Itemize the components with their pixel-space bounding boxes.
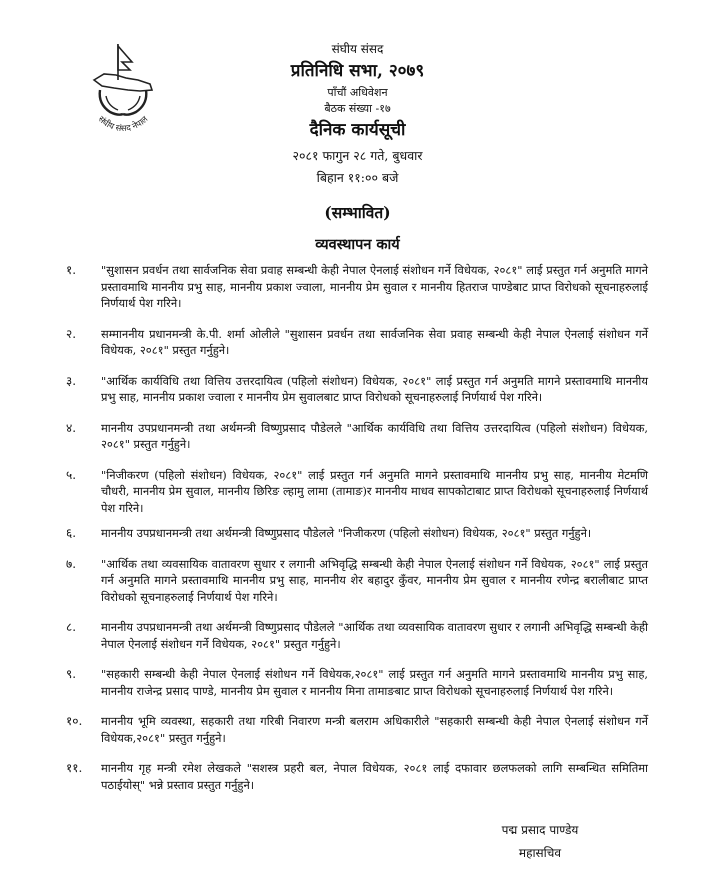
agenda-item-text: सम्माननीय प्रधानमन्त्री के.पी. शर्मा ओलीले "सुशासन प्रवर्धन तथा सार्वजनिक सेवा प्रवाह सम्बन्धी केही नेपाल ऐनलाई संशोधन गर्ने विधेयक, २०८१" प्रस्तुत गर्नुहुने। (101, 326, 648, 357)
agenda-item-text: "सुशासन प्रवर्धन तथा सार्वजनिक सेवा प्रवाह सम्बन्धी केही नेपाल ऐनलाई संशोधन गर्ने विधेयक, २०८१" लाई प्रस्तुत गर्न अनुमति मागने प्रस्तावमाथि माननीय प्रभु साह, माननीय प्रकाश ज्वाला, माननीय प्रेम सुवाल र माननीय हितराज पाण्डेबाट प्राप्त विरोधको सूचनाहरुलाई निर्णयार्थ पेश गरिने। (101, 263, 648, 310)
meeting-number: बैठक संख्या -१७ (324, 102, 391, 115)
meeting-time: बिहान ११:०० बजे (316, 170, 399, 185)
agenda-item (66, 713, 648, 746)
agenda-item-number: ६. (66, 526, 77, 540)
agenda-item (66, 467, 648, 517)
agenda-item (66, 619, 648, 652)
agenda-item-number: २. (66, 326, 77, 341)
signatory-designation: महासचिव (518, 846, 562, 860)
agenda-item-text: माननीय उपप्रधानमन्त्री तथा अर्थमन्त्री विष्णुप्रसाद पौडेलले "आर्थिक तथा व्यवसायिक वातावरण सुधार र लगानी अभिवृद्धि सम्बन्धी केही नेपाल ऐनलाई संशोधन गर्ने विधेयक, २०८१" प्रस्तुत गर्नुहुने। (101, 620, 648, 651)
signatory-name: पद्म प्रसाद पाण्डेय (501, 823, 579, 837)
agenda-item-number: ४. (66, 420, 77, 435)
agenda-item-text: "आर्थिक कार्यविधि तथा वित्तिय उत्तरदायित्व (पहिलो संशोधन) विधेयक, २०८१" लाई प्रस्तुत गर्न अनुमति मागने प्रस्तावमाथि माननीय प्रभु साह, माननीय प्रकाश ज्वाला र माननीय प्रेम सुवालबाट प्राप्त विरोधको सूचनाहरुलाई निर्णयार्थ पेश गरिने। (101, 373, 648, 404)
agenda-item-number: ९. (66, 667, 77, 681)
agenda-item-text: "आर्थिक तथा व्यवसायिक वातावरण सुधार र लगानी अभिवृद्धि सम्बन्धी केही नेपाल ऐनलाई संशोधन गर्ने विधेयक, २०८१" लाई प्रस्तुत गर्न अनुमति मागने प्रस्तावमाथि माननीय प्रभु साह, माननीय शेर बहादुर कुँवर, माननीय प्रेम सुवाल र माननीय रणेन्द्र बरालीबाट प्राप्त विरोधको सूचनाहरुलाई निर्णयार्थ पेश गरिने। (101, 556, 648, 604)
agenda-item-number: १. (66, 263, 77, 277)
agenda-item (66, 760, 648, 793)
agenda-item-text: माननीय उपप्रधानमन्त्री तथा अर्थमन्त्री विष्णुप्रसाद पौडेलले "निजीकरण (पहिलो संशोधन) विधेयक, २०८१" प्रस्तुत गर्नुहुने। (101, 526, 592, 540)
agenda-item-text: "सहकारी सम्बन्धी केही नेपाल ऐनलाई संशोधन गर्ने विधेयक,२०८१" लाई प्रस्तुत गर्न अनुमति मागने प्रस्तावमाथि माननीय प्रभु साह, माननीय राजेन्द्र प्रसाद पाण्डे, माननीय प्रेम सुवाल र माननीय मिना तामाङबाट प्राप्त विरोधको सूचनाहरुलाई निर्णयार्थ पेश गरिने। (101, 667, 648, 698)
agenda-item-text: माननीय भूमि व्यवस्था, सहकारी तथा गरिबी निवारण मन्त्री बलराम अधिकारीले "सहकारी सम्बन्धी केही नेपाल ऐनलाई संशोधन गर्ने विधेयक,२०८१" प्रस्तुत गर्नुहुने। (101, 714, 648, 745)
agenda-item-number: १०. (66, 714, 83, 728)
agenda-item (66, 666, 648, 699)
emblem-text: संघीय संसद नेपाल (95, 114, 151, 135)
agenda-item (66, 262, 648, 312)
section-title: व्यवस्थापन कार्य (315, 236, 400, 253)
agenda-item-text: माननीय गृह मन्त्री रमेश लेखकले "सशस्त्र प्रहरी बल, नेपाल विधेयक, २०८१ लाई दफावार छलफलको लागि सम्बन्धित समितिमा पठाईयोस्" भन्ने प्रस्ताव प्रस्तुत गर्नुहुने। (101, 761, 648, 792)
agenda-item (66, 525, 648, 542)
agenda-item-number: ८. (66, 620, 77, 634)
agenda-item-text: "निजीकरण (पहिलो संशोधन) विधेयक, २०८१" लाई प्रस्तुत गर्न अनुमति मागने प्रस्तावमाथि माननीय प्रभु साह, माननीय मेटमणि चौधरी, माननीय प्रेम सुवाल, माननीय छिरिङ ल्हामु लामा (तामाङ)र माननीय माधव सापकोटाबाट प्राप्त विरोधको सूचनाहरुलाई निर्णयार्थ पेश गरिने। (101, 467, 648, 515)
tentative-label: (सम्भावित) (324, 203, 391, 222)
meeting-date: २०८१ फागुन २८ गते, बुधवार (292, 148, 423, 163)
agenda-item (66, 556, 648, 606)
parliament-name: संघीय संसद (331, 42, 384, 56)
agenda-item-number: ७. (66, 556, 77, 571)
agenda-item (66, 326, 648, 359)
agenda-item (66, 373, 648, 406)
page-title: दैनिक कार्यसूची (309, 120, 406, 140)
agenda-item (66, 420, 648, 453)
house-name: प्रतिनिधि सभा, २०७९ (290, 61, 425, 81)
agenda-item-number: ३. (66, 373, 77, 388)
agenda-item-text: माननीय उपप्रधानमन्त्री तथा अर्थमन्त्री विष्णुप्रसाद पौडेलले "आर्थिक कार्यविधि तथा वित्तिय उत्तरदायित्व (पहिलो संशोधन) विधेयक, २०८१" प्रस्तुत गर्नुहुने। (101, 420, 648, 451)
agenda-list (66, 262, 648, 793)
agenda-item-number: ११. (66, 761, 83, 775)
agenda-item-number: ५. (66, 467, 77, 482)
session: पाँचौं अधिवेशन (327, 86, 388, 99)
